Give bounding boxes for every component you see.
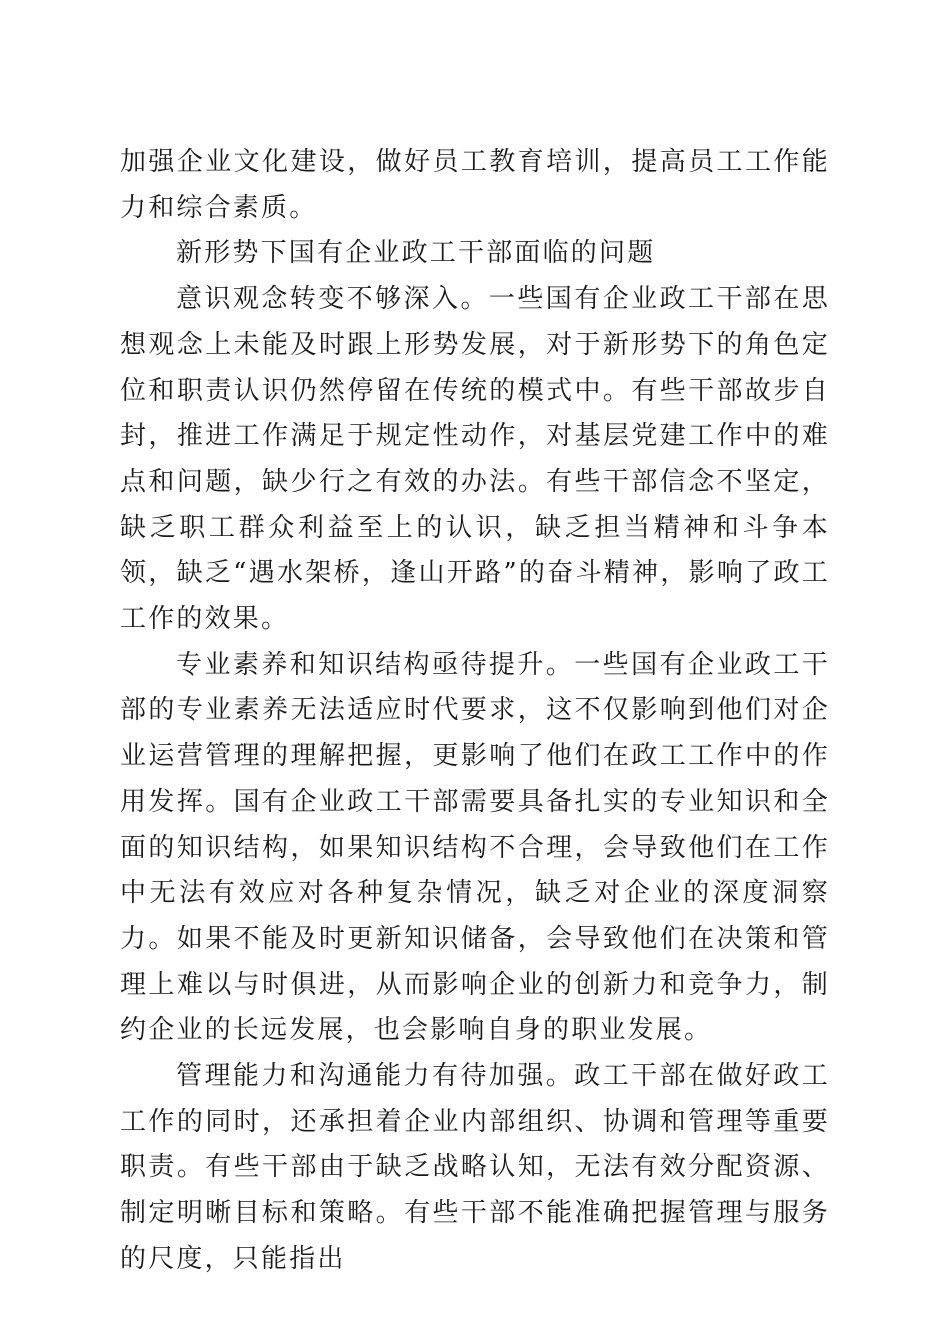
section-heading: 新形势下国有企业政工干部面临的问题 bbox=[176, 238, 656, 269]
paragraph-management: 管理能力和沟通能力有待加强。政工干部在做好政工工作的同时，还承担着企业内部组织、协调和管理等重要职责。有些干部由于缺乏战略认知，无法有效分配资源、制定明晰目标和策略。有些干部不能准确把握管理与服务的尺度，只能指出 bbox=[120, 1061, 830, 1274]
document-body bbox=[120, 140, 830, 1283]
paragraph-continuation: 加强企业文化建设，做好员工教育培训，提高员工工作能力和综合素质。 bbox=[120, 147, 830, 223]
paragraph-professional: 专业素养和知识结构亟待提升。一些国有企业政工干部的专业素养无法适应时代要求，这不仅影响到他们对企业运营管理的理解把握，更影响了他们在政工工作中的作用发挥。国有企业政工干部需要具备扎实的专业知识和全面的知识结构，如果知识结构不合理，会导致他们在工作中无法有效应对各种复杂情况，缺乏对企业的深度洞察力。如果不能及时更新知识储备，会导致他们在决策和管理上难以与时俱进，从而影响企业的创新力和竞争力，制约企业的长远发展，也会影响自身的职业发展。 bbox=[120, 649, 830, 1046]
paragraph-awareness: 意识观念转变不够深入。一些国有企业政工干部在思想观念上未能及时跟上形势发展，对于新形势下的角色定位和职责认识仍然停留在传统的模式中。有些干部故步自封，推进工作满足于规定性动作，对基层党建工作中的难点和问题，缺少行之有效的办法。有些干部信念不坚定，缺乏职工群众利益至上的认识，缺乏担当精神和斗争本领，缺乏“遇水架桥，逢山开路”的奋斗精神，影响了政工工作的效果。 bbox=[120, 284, 830, 635]
